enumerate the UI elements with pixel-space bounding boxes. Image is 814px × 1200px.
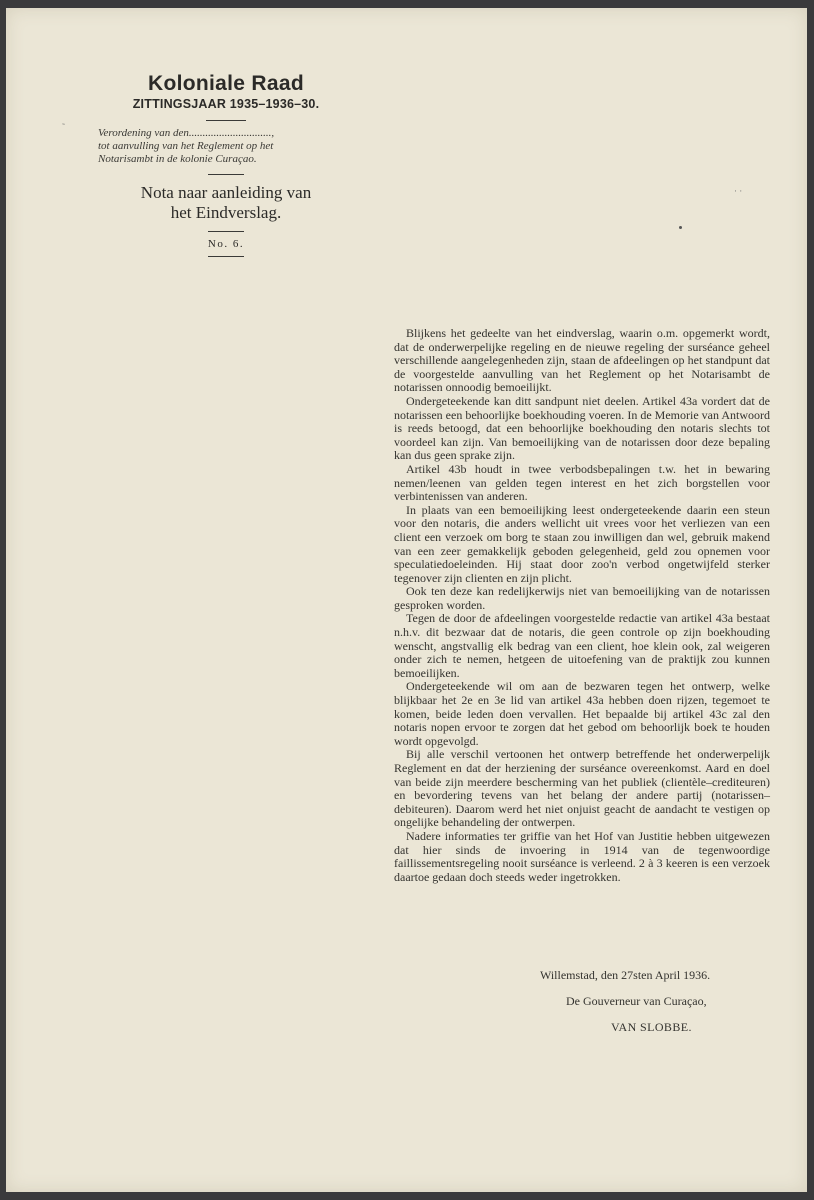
signature-name: VAN SLOBBE. (611, 1020, 692, 1034)
scan-mark: ˜ (62, 122, 65, 132)
paragraph: Artikel 43b houdt in twee verbodsbepalingen t.w. het in bewaring nemen/leenen van gelden tegen interest en het zich borgstellen voor verbintenissen van anderen. (394, 461, 770, 504)
document-number: No. 6. (207, 238, 245, 250)
scan-speck (679, 226, 682, 229)
document-header (86, 72, 366, 257)
body-text (394, 327, 770, 884)
council-title: Koloniale Raad (148, 72, 304, 95)
nota-title-line: het Eindverslag. (170, 203, 282, 222)
paragraph: Nadere informaties ter griffie van het Hof van Justitie hebben uitgewezen dat hier sinds de invoering in 1914 van de tegenwoordige faillissementsregeling nooit surséance is verleend. 2 à 3 keeren is een verzoek daartoe gedaan doch steeds weder ingetrokken. (394, 828, 770, 884)
divider (208, 174, 244, 175)
nota-title-line: Nota naar aanleiding van (140, 183, 312, 202)
place-date: Willemstad, den 27sten April 1936. (540, 968, 711, 982)
divider (206, 120, 246, 121)
signatory-title: De Gouverneur van Curaçao, (566, 994, 707, 1008)
subject-line: tot aanvulling van het Reglement op het (98, 140, 274, 152)
paragraph: Ondergeteekende kan ditt sandpunt niet deelen. Artikel 43a vordert dat de notarissen een behoorlijke boekhouding voeren. In de Memorie van Antwoord is reeds betoogd, dat een behoorlijke boekhouding den notaris slechts tot voordeel kan zijn. Van bemoeilijking van de notarissen door deze bepaling kan dus geen sprake zijn. (394, 393, 770, 463)
paragraph: In plaats van een bemoeilijking leest ondergeteekende daarin een steun voor den notaris, die anders wellicht uit vrees voor het verliezen van een client een verzoek om borg te staan zou inwilligen dan wel, gebruik makend van een zeer gemakkelijk geboden gelegenheid, geld zou opnemen voor speculatiedoeleinden. Hij staat door zoo'n verbod ongetwijfeld sterker tegenover zijn clienten en zijn plicht. (394, 502, 770, 585)
scan-mark: · · (734, 186, 743, 196)
ordinance-subject (98, 127, 350, 166)
nota-title (86, 183, 366, 223)
session-year: ZITTINGSJAAR 1935–1936–30. (132, 97, 320, 111)
paragraph: Bij alle verschil vertoonen het ontwerp betreffende het onderwerpelijk Reglement en dat der herziening der surséance overeenkomst. Aard en doel van beide zijn meerdere bescherming van het publiek (clientèle–crediteuren) en bevordering tevens van het belang der andere partij (notarissen–debiteuren). Daarom werd het niet onjuist geacht de aandacht te vestigen op ongelijke behandeling der ontwerpen. (394, 747, 770, 830)
divider (208, 256, 244, 257)
subject-line: Verordening van den.............................., (98, 127, 275, 139)
paragraph: Ook ten deze kan redelijkerwijs niet van bemoeilijking van de notarissen gesproken worden. (394, 584, 770, 612)
paragraph: Ondergeteekende wil om aan de bezwaren tegen het ontwerp, welke blijkbaar het 2e en 3e lid van artikel 43a hebben doen rijzen, tegemoet te komen, beide leden doen vervallen. Het bepaalde bij artikel 43c zal den notaris nopen ervoor te zorgen dat het gebod om behoorlijk boek te houden wordt opgevolgd. (394, 679, 770, 748)
paragraph: Tegen de door de afdeelingen voorgestelde redactie van artikel 43a bestaat n.h.v. dit bezwaar dat de notaris, die geen controle op zijn boekhouding wenscht, angstvallig elk bedrag van een client, hoe klein ook, zal weigeren onder zich te nemen, hetgeen de uitoefening van de praktijk zou kunnen bemoeilijken. (394, 611, 770, 680)
subject-line: Notarisambt in de kolonie Curaçao. (98, 153, 257, 165)
divider (208, 231, 244, 232)
paragraph: Blijkens het gedeelte van het eindverslag, waarin o.m. opgemerkt wordt, dat de onderwerpelijke regeling en de nieuwe regeling der surséance geheel verschillende aangelegenheden zijn, staan de afdeelingen op het standpunt dat de voorgestelde aanvulling van het Reglement op het Notarisambt de notarissen onnoodig bemoeilijkt. (394, 326, 770, 395)
document-page (6, 8, 807, 1192)
